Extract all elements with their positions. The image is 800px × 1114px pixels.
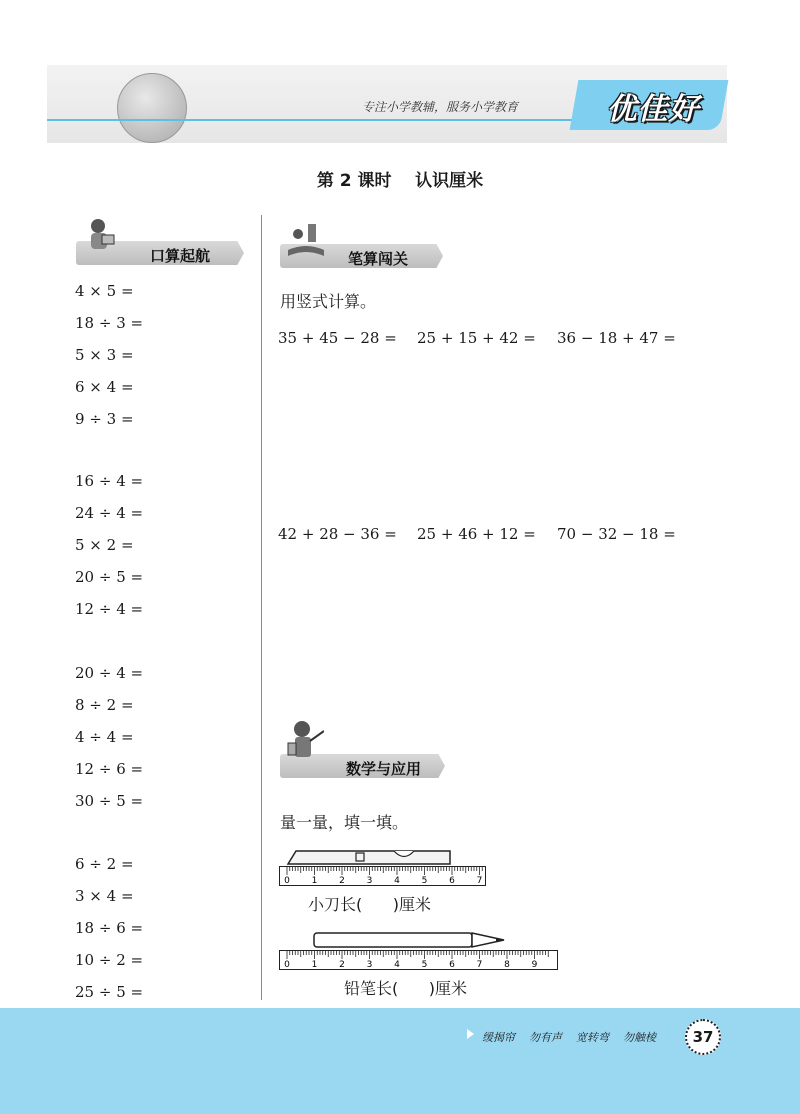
ruler-tick-label: 6: [449, 960, 455, 969]
knife-caption: 小刀长( )厘米: [308, 895, 432, 914]
banner-written-calc-label: 笔算闯关: [348, 250, 409, 268]
header-divider: [47, 119, 602, 121]
banner-math-application: [280, 748, 445, 778]
oral-calc-problem: 5 × 2 =: [75, 536, 134, 554]
oral-calc-problem: 30 ÷ 5 =: [75, 792, 144, 810]
banner-oral-calc-label: 口算起航: [150, 247, 211, 265]
oral-calc-problem: 18 ÷ 6 =: [75, 919, 144, 937]
ruler-tick-label: 0: [284, 876, 290, 885]
ruler-tick-label: 8: [504, 960, 510, 969]
oral-calc-problem: 4 × 5 =: [75, 282, 134, 300]
ruler-tick-label: 4: [394, 960, 400, 969]
oral-calc-problem: 12 ÷ 6 =: [75, 760, 144, 778]
written-problem: 25 + 15 + 42 =: [417, 329, 536, 347]
knife-icon: [286, 848, 452, 866]
oral-calc-problem: 18 ÷ 3 =: [75, 314, 144, 332]
oral-calc-problem: 20 ÷ 4 =: [75, 664, 144, 682]
ruler-tick-label: 5: [421, 960, 428, 969]
oral-calc-problem: 9 ÷ 3 =: [75, 410, 134, 428]
ruler-tick-label: 3: [366, 876, 373, 885]
oral-calc-problem: 20 ÷ 5 =: [75, 568, 144, 586]
mascot-icon: [117, 73, 187, 143]
oral-calc-problem: 6 ÷ 2 =: [75, 855, 134, 873]
written-problem: 25 + 46 + 12 =: [417, 525, 536, 543]
ruler-pencil-ticks: [280, 951, 557, 969]
ruler-tick-label: 7: [476, 876, 483, 885]
teacher-pointing-icon: [284, 718, 324, 770]
ruler-tick-label: 0: [284, 960, 290, 969]
ruler-knife-ticks: [280, 867, 485, 885]
lesson-title: 第 2 课时 认识厘米: [316, 171, 484, 191]
ruler-pencil: [279, 950, 558, 970]
oral-calc-problem: 8 ÷ 2 =: [75, 696, 134, 714]
footer-motto: 缓揭帘 勿有声 宽转弯 勿触棱: [482, 1031, 656, 1044]
column-divider: [261, 215, 262, 1000]
ruler-tick-label: 3: [366, 960, 373, 969]
pencil-icon: [312, 930, 508, 950]
pencil-caption: 铅笔长( )厘米: [344, 979, 468, 998]
oral-calc-problem: 10 ÷ 2 =: [75, 951, 144, 969]
brand-logo: 优佳好: [606, 92, 700, 127]
oral-calc-problem: 4 ÷ 4 =: [75, 728, 134, 746]
page-number: 37: [685, 1019, 721, 1055]
ruler-tick-label: 5: [421, 876, 428, 885]
oral-calc-problem: 16 ÷ 4 =: [75, 472, 144, 490]
banner-oral-calc: [76, 235, 244, 265]
application-instruction: 量一量，填一填。: [280, 813, 409, 832]
ruler-tick-label: 6: [449, 876, 455, 885]
written-problem: 70 − 32 − 18 =: [557, 525, 676, 543]
girl-reading-icon: [82, 217, 118, 257]
ruler-tick-label: 4: [394, 876, 400, 885]
banner-written-calc: [280, 238, 443, 268]
oral-calc-problem: 25 ÷ 5 =: [75, 983, 144, 1001]
written-instruction: 用竖式计算。: [280, 292, 377, 311]
footer-band: [0, 1008, 800, 1114]
oral-calc-problem: 24 ÷ 4 =: [75, 504, 144, 522]
ruler-tick-label: 2: [339, 960, 345, 969]
oral-calc-problem: 12 ÷ 4 =: [75, 600, 144, 618]
written-problem: 42 + 28 − 36 =: [278, 525, 397, 543]
ruler-tick-label: 1: [311, 876, 318, 885]
oral-calc-problem: 5 × 3 =: [75, 346, 134, 364]
written-problem: 35 + 45 − 28 =: [278, 329, 397, 347]
oral-calc-problem: 6 × 4 =: [75, 378, 134, 396]
oral-calc-problem: 3 × 4 =: [75, 887, 134, 905]
written-problem: 36 − 18 + 47 =: [557, 329, 676, 347]
header-slogan: 专注小学教辅，服务小学教育: [362, 100, 519, 114]
banner-math-application-label: 数学与应用: [346, 760, 422, 778]
ruler-tick-label: 2: [339, 876, 345, 885]
ruler-knife: [279, 866, 486, 886]
ruler-tick-label: 7: [476, 960, 483, 969]
play-arrow-icon: [467, 1029, 474, 1039]
ruler-tick-label: 9: [531, 960, 538, 969]
ruler-tick-label: 1: [311, 960, 318, 969]
open-book-icon: [284, 220, 328, 260]
